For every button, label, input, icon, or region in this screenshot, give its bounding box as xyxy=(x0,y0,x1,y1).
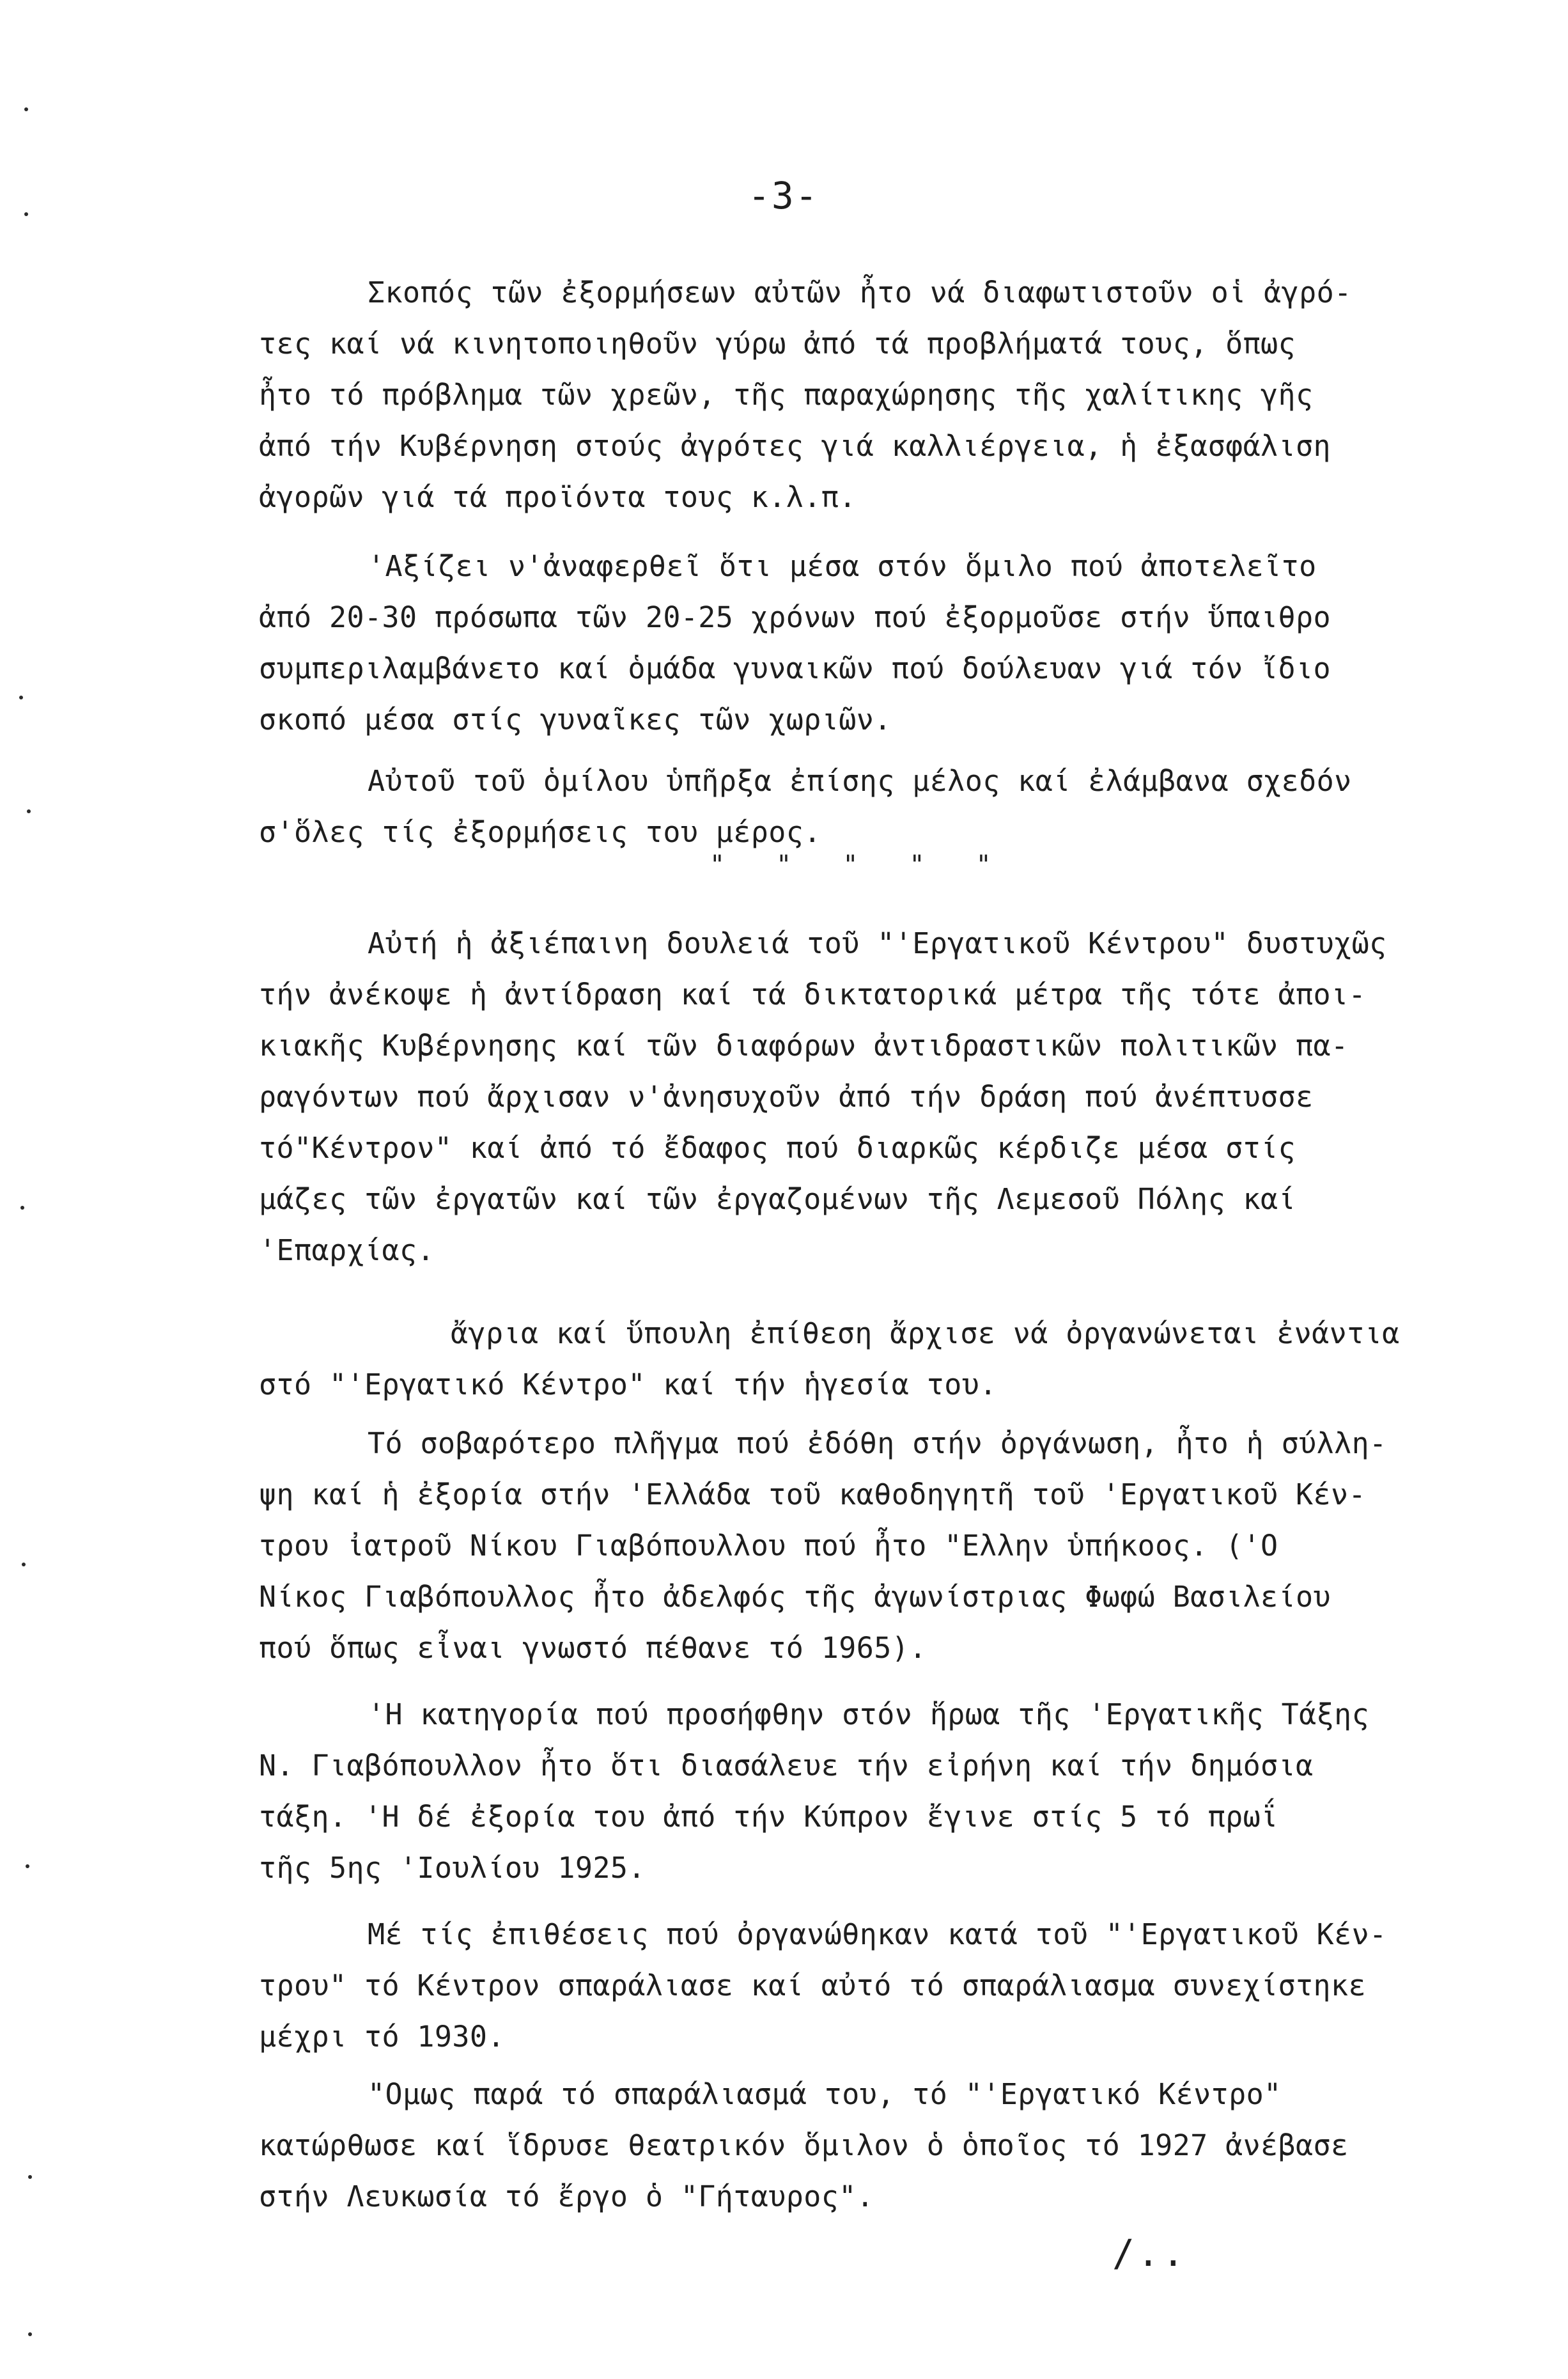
text-line: Τό σοβαρότερο πλῆγμα πού ἐδόθη στήν ὀργάνωση, ἦτο ἡ σύλλη- xyxy=(368,1426,1387,1460)
text-line: τρου ἰατροῦ Νίκου Γιαβόπουλλου πού ἦτο "Ελλην ὑπήκοος. ('Ο xyxy=(259,1529,1278,1563)
text-line: στό "'Εργατικό Κέντρο" καί τήν ἡγεσία του. xyxy=(259,1368,997,1401)
paragraph-9 xyxy=(259,2069,1493,2222)
text-line: τάξη. 'Η δέ ἐξορία του ἀπό τήν Κύπρον ἔγινε στίς 5 τό πρωΐ xyxy=(259,1800,1278,1834)
text-line: 'Αξίζει ν'ἀναφερθεῖ ὅτι μέσα στόν ὅμιλο πού ἀποτελεῖτο xyxy=(368,549,1317,583)
text-line: Νίκος Γιαβόπουλλος ἦτο ἀδελφός τῆς ἀγωνίστριας Φωφώ Βασιλείου xyxy=(259,1580,1331,1614)
text-line: Αὐτοῦ τοῦ ὁμίλου ὑπῆρξα ἐπίσης μέλος καί ἐλάμβανα σχεδόν xyxy=(368,764,1352,798)
paragraph-8 xyxy=(259,1909,1493,2063)
scan-speck xyxy=(19,696,23,699)
text-line: Αὐτή ἡ ἀξιέπαινη δουλειά τοῦ "'Εργατικοῦ Κέντρου" δυστυχῶς xyxy=(368,926,1387,960)
text-line: τρου" τό Κέντρον σπαράλιασε καί αὐτό τό σπαράλιασμα συνεχίστηκε xyxy=(259,1969,1367,2002)
text-line: "Ομως παρά τό σπαράλιασμά του, τό "'Εργατικό Κέντρο" xyxy=(368,2077,1282,2111)
scan-speck xyxy=(27,809,31,813)
text-line: στήν Λευκωσία τό ἔργο ὁ "Γήταυρος". xyxy=(259,2180,874,2213)
scan-speck xyxy=(28,2332,32,2336)
text-line: μάζες τῶν ἐργατῶν καί τῶν ἐργαζομένων τῆς Λεμεσοῦ Πόλης καί xyxy=(259,1182,1296,1216)
text-line: ραγόντων πού ἄρχισαν ν'ἀνησυχοῦν ἀπό τήν δράση πού ἀνέπτυσσε xyxy=(259,1080,1314,1114)
text-line: σ'ὅλες τίς ἐξορμήσεις του μέρος. xyxy=(259,815,821,849)
paragraph-3 xyxy=(259,756,1493,858)
text-line: ἀπό 20-30 πρόσωπα τῶν 20-25 χρόνων πού ἐξορμοῦσε στήν ὕπαιθρο xyxy=(259,600,1331,634)
text-line: Μέ τίς ἐπιθέσεις πού ὀργανώθηκαν κατά τοῦ "'Εργατικοῦ Κέν- xyxy=(368,1917,1387,1951)
paragraph-7 xyxy=(259,1689,1493,1894)
text-line: σκοπό μέσα στίς γυναῖκες τῶν χωριῶν. xyxy=(259,703,892,737)
continuation-mark: /.. xyxy=(1112,2231,1187,2275)
scan-speck xyxy=(28,2175,32,2179)
text-line: μέχρι τό 1930. xyxy=(259,2020,505,2054)
paragraph-4 xyxy=(259,918,1493,1276)
scan-speck xyxy=(22,1563,26,1566)
scan-speck xyxy=(26,1864,29,1868)
text-line: τες καί νά κινητοποιηθοῦν γύρω ἀπό τά προβλήματά τους, ὅπως xyxy=(259,327,1296,361)
scan-speck xyxy=(20,1206,24,1210)
text-line: Σκοπός τῶν ἐξορμήσεων αὐτῶν ἦτο νά διαφωτιστοῦν οἱ ἀγρό- xyxy=(368,276,1352,309)
text-line: ἀπό τήν Κυβέρνηση στούς ἀγρότες γιά καλλιέργεια, ἡ ἐξασφάλιση xyxy=(259,429,1331,463)
text-line: Ν. Γιαβόπουλλον ἦτο ὅτι διασάλευε τήν εἰρήνη καί τήν δημόσια xyxy=(259,1749,1314,1782)
scan-speck xyxy=(24,107,28,111)
text-line: κιακῆς Κυβέρνησης καί τῶν διαφόρων ἀντιδραστικῶν πολιτικῶν πα- xyxy=(259,1029,1349,1063)
paragraph-6 xyxy=(259,1418,1493,1674)
text-line: τό"Κέντρον" καί ἀπό τό ἔδαφος πού διαρκῶς κέρδιζε μέσα στίς xyxy=(259,1131,1296,1165)
paragraph-2 xyxy=(259,541,1493,745)
text-line: κατώρθωσε καί ἵδρυσε θεατρικόν ὅμιλον ὁ ὁποῖος τό 1927 ἀνέβασε xyxy=(259,2128,1349,2162)
paragraph-1 xyxy=(259,267,1493,523)
text-line: συμπεριλαμβάνετο καί ὁμάδα γυναικῶν πού δούλευαν γιά τόν ἴδιο xyxy=(259,651,1331,685)
text-line: ψη καί ἡ ἐξορία στήν 'Ελλάδα τοῦ καθοδηγητῆ τοῦ 'Εργατικοῦ Κέν- xyxy=(259,1478,1367,1511)
section-separator: " " " " " xyxy=(710,850,1009,880)
text-line: ἦτο τό πρόβλημα τῶν χρεῶν, τῆς παραχώρησης τῆς χαλίτικης γῆς xyxy=(259,378,1314,412)
text-line: ἄγρια καί ὕπουλη ἐπίθεση ἄρχισε νά ὀργανώνεται ἐνάντια xyxy=(451,1316,1400,1350)
page-number: -3- xyxy=(748,174,819,217)
text-line: τῆς 5ης 'Ιουλίου 1925. xyxy=(259,1851,646,1885)
text-line: ἀγορῶν γιά τά προϊόντα τους κ.λ.π. xyxy=(259,480,857,514)
text-line: 'Η κατηγορία πού προσήφθην στόν ἥρωα τῆς 'Εργατικῆς Τάξης xyxy=(368,1697,1370,1731)
scan-speck xyxy=(24,212,28,216)
paragraph-5 xyxy=(259,1308,1493,1410)
text-line: πού ὅπως εἶναι γνωστό πέθανε τό 1965). xyxy=(259,1631,927,1665)
text-line: τήν ἀνέκοψε ἡ ἀντίδραση καί τά δικτατορικά μέτρα τῆς τότε ἀποι- xyxy=(259,978,1367,1011)
text-line: 'Επαρχίας. xyxy=(259,1233,435,1267)
